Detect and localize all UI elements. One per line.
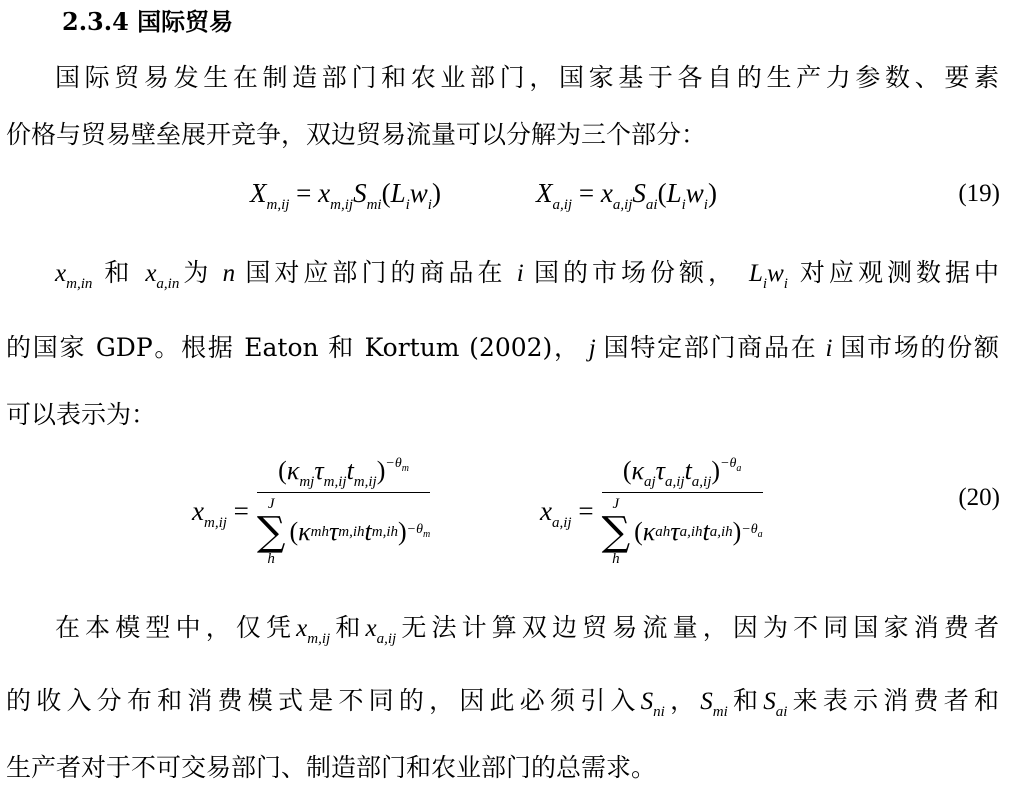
paragraph-1-line-2: 价格与贸易壁垒展开竞争，双边贸易流量可以分解为三个部分： — [6, 120, 707, 149]
summation: J ∑ h — [256, 496, 286, 568]
equation-20-right: $x_{a,ij}$ = $(\kappa_{aj}\tau_{a,ij}t_{a,ij})^{-\theta_a}$ J ∑ h ( κ ah τ a,ih t a,ih ) $-\theta_a$ — [540, 456, 763, 568]
equation-20-number: (20) — [958, 484, 1000, 511]
paragraph-3-line-2: 的收入分布和消费模式是不同的，因此必须引入$S_{ni}$，$S_{mi}$和$S_{ai}$来表示消费者和 — [6, 686, 999, 720]
equation-19-right: $X_{a,ij} = x_{a,ij}S_{ai}(L_iw_i)$ — [536, 178, 717, 213]
equation-19-number: (19) — [958, 180, 1000, 207]
paragraph-2-line-1: $x_{m,in}$ 和 $x_{a,in}$为 n 国对应部门的商品在 i 国的市场份额， $L_iw_i$ 对应观测数据中 — [55, 258, 999, 292]
paragraph-3-line-1: 在本模型中，仅凭$x_{m,ij}$和$x_{a,ij}$无法计算双边贸易流量，因为不同国家消费者 — [55, 613, 999, 647]
section-heading — [62, 4, 233, 40]
paragraph-2-line-2: 的国家 GDP。根据 Eaton 和 Kortum (2002)， j 国特定部门商品在 i 国市场的份额 — [6, 333, 999, 362]
section-number: 2.3.4 — [62, 7, 129, 36]
equation-19-left: $X_{m,ij} = x_{m,ij}S_{mi}(L_iw_i)$ — [250, 178, 441, 213]
summation: J ∑ h — [601, 496, 631, 568]
section-title: 国际贸易 — [137, 7, 234, 36]
paragraph-1-line-1: 国际贸易发生在制造部门和农业部门，国家基于各自的生产力参数、要素 — [55, 63, 999, 92]
paragraph-3-line-3: 生产者对于不可交易部门、制造部门和农业部门的总需求。 — [6, 753, 657, 782]
equation-20-left: $x_{m,ij}$ = $(\kappa_{mj}\tau_{m,ij}t_{m,ij})^{-\theta_m}$ J ∑ h ( κ mh τ m,ih t m,ih ) $-\theta_m$ — [192, 456, 431, 568]
paragraph-2-line-3: 可以表示为： — [6, 400, 157, 429]
